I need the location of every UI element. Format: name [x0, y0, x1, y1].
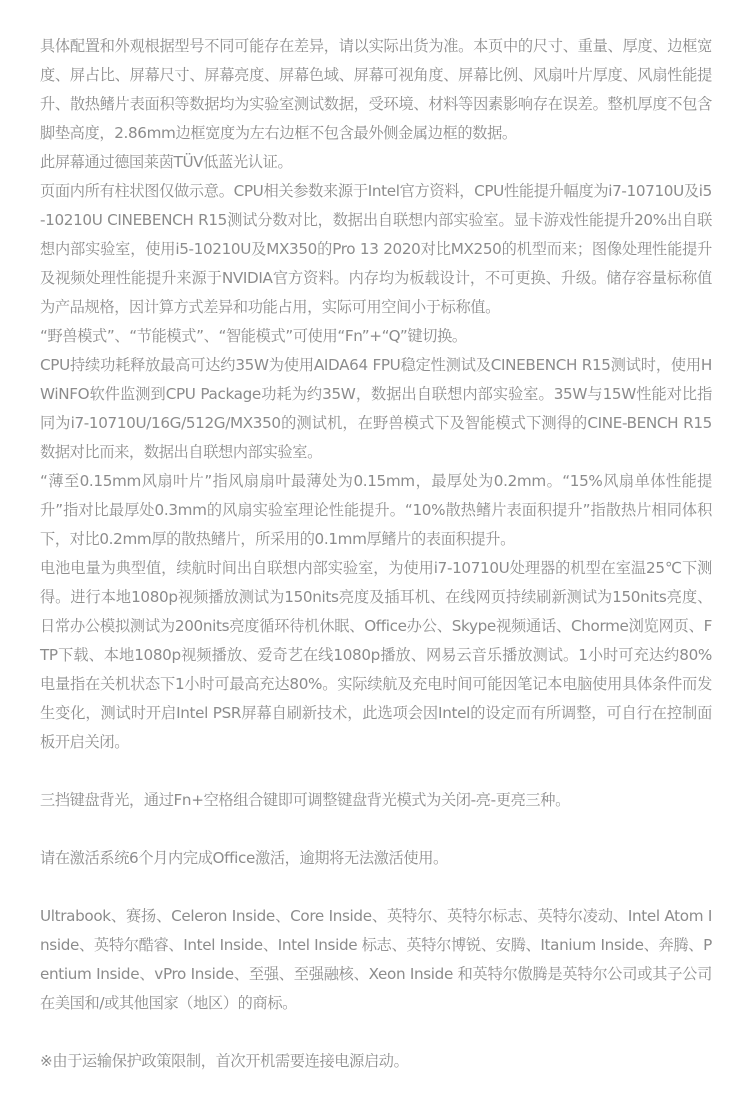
disclaimer-paragraph-fan: “薄至0.15mm风扇叶片”指风扇扇叶最薄处为0.15mm，最厚处为0.2mm。“15%风扇单体性能提升”指对比最厚处0.3mm的风扇实验室理论性能提升。“10%散热鳍片表面积提升”指散热片相同体积下，对比0.2mm厚的散热鳍片，所采用的0.1mm厚鳍片的表面积提升。 [40, 472, 712, 548]
disclaimer-paragraph-shipping-note: ※由于运输保护政策限制，首次开机需要连接电源启动。 [40, 1052, 409, 1070]
disclaimer-paragraph-specs: 具体配置和外观根据型号不同可能存在差异，请以实际出货为准。本页中的尺寸、重量、厚度、边框宽度、屏占比、屏幕尺寸、屏幕亮度、屏幕色域、屏幕可视角度、屏幕比例、风扇叶片厚度、风扇性能提升、散热鳍片表面积等数据均为实验室测试数据，受环境、材料等因素影响存在误差。整机厚度不包含脚垫高度，2.86mm边框宽度为左右边框不包含最外侧金属边框的数据。 [40, 37, 712, 142]
disclaimer-paragraph-power: CPU持续功耗释放最高可达约35W为使用AIDA64 FPU稳定性测试及CINEBENCH R15测试时，使用HWiNFO软件监测到CPU Package功耗为约35W，数据出自联想内部实验室。35W与15W性能对比指同为i7-10710U/16G/512G/MX350的测试机，在野兽模式下及智能模式下测得的CINE-BENCH R15数据对比而来，数据出自联想内部实验室。 [40, 356, 712, 461]
disclaimer-paragraph-battery: 电池电量为典型值，续航时间出自联想内部实验室，为使用i7-10710U处理器的机型在室温25℃下测得。进行本地1080p视频播放测试为150nits亮度及插耳机、在线网页持续刷新测试为150nits亮度、日常办公模拟测试为200nits亮度循环待机休眠、Office办公、Skype视频通话、Chorme浏览网页、FTP下载、本地1080p视频播放、爱奇艺在线1080p播放、网易云音乐播放测试。1小时可充达约80%电量指在关机状态下1小时可最高充达80%。实际续航及充电时间可能因笔记本电脑使用具体条件而发生变化，测试时开启Intel PSR屏幕自刷新技术，此选项会因Intel的设定而有所调整，可自行在控制面板开启关闭。 [40, 559, 712, 751]
disclaimer-paragraph-modes: “野兽模式”、“节能模式”、“智能模式”可使用“Fn”+“Q”键切换。 [40, 327, 467, 345]
disclaimer-paragraph-office: 请在激活系统6个月内完成Office激活，逾期将无法激活使用。 [40, 849, 448, 867]
disclaimer-paragraph-tuv: 此屏幕通过德国莱茵TÜV低蓝光认证。 [40, 153, 293, 171]
disclaimer-paragraph-trademarks: Ultrabook、赛扬、Celeron Inside、Core Inside、英特尔、英特尔标志、英特尔凌动、Intel Atom Inside、英特尔酷睿、Intel Inside、Intel Inside 标志、英特尔博锐、安腾、Itanium Inside、奔腾、Pentium Inside、vPro Inside、至强、至强融核、Xeon Inside 和英特尔傲腾是英特尔公司或其子公司在美国和/或其他国家（地区）的商标。 [40, 907, 712, 1012]
disclaimer-paragraph-backlight: 三挡键盘背光，通过Fn+空格组合键即可调整键盘背光模式为关闭-亮-更亮三种。 [40, 791, 570, 809]
disclaimer-text-block [40, 32, 712, 1076]
disclaimer-paragraph-cpu-gpu: 页面内所有柱状图仅做示意。CPU相关参数来源于Intel官方资料，CPU性能提升幅度为i7-10710U及i5-10210U CINEBENCH R15测试分数对比，数据出自联想内部实验室。显卡游戏性能提升20%出自联想内部实验室，使用i5-10210U及MX350的Pro 13 2020对比MX250的机型而来；图像处理性能提升及视频处理性能提升来源于NVIDIA官方资料。内存均为板载设计，不可更换、升级。储存容量标称值为产品规格，因计算方式差异和功能占用，实际可用空间小于标称值。 [40, 182, 712, 316]
